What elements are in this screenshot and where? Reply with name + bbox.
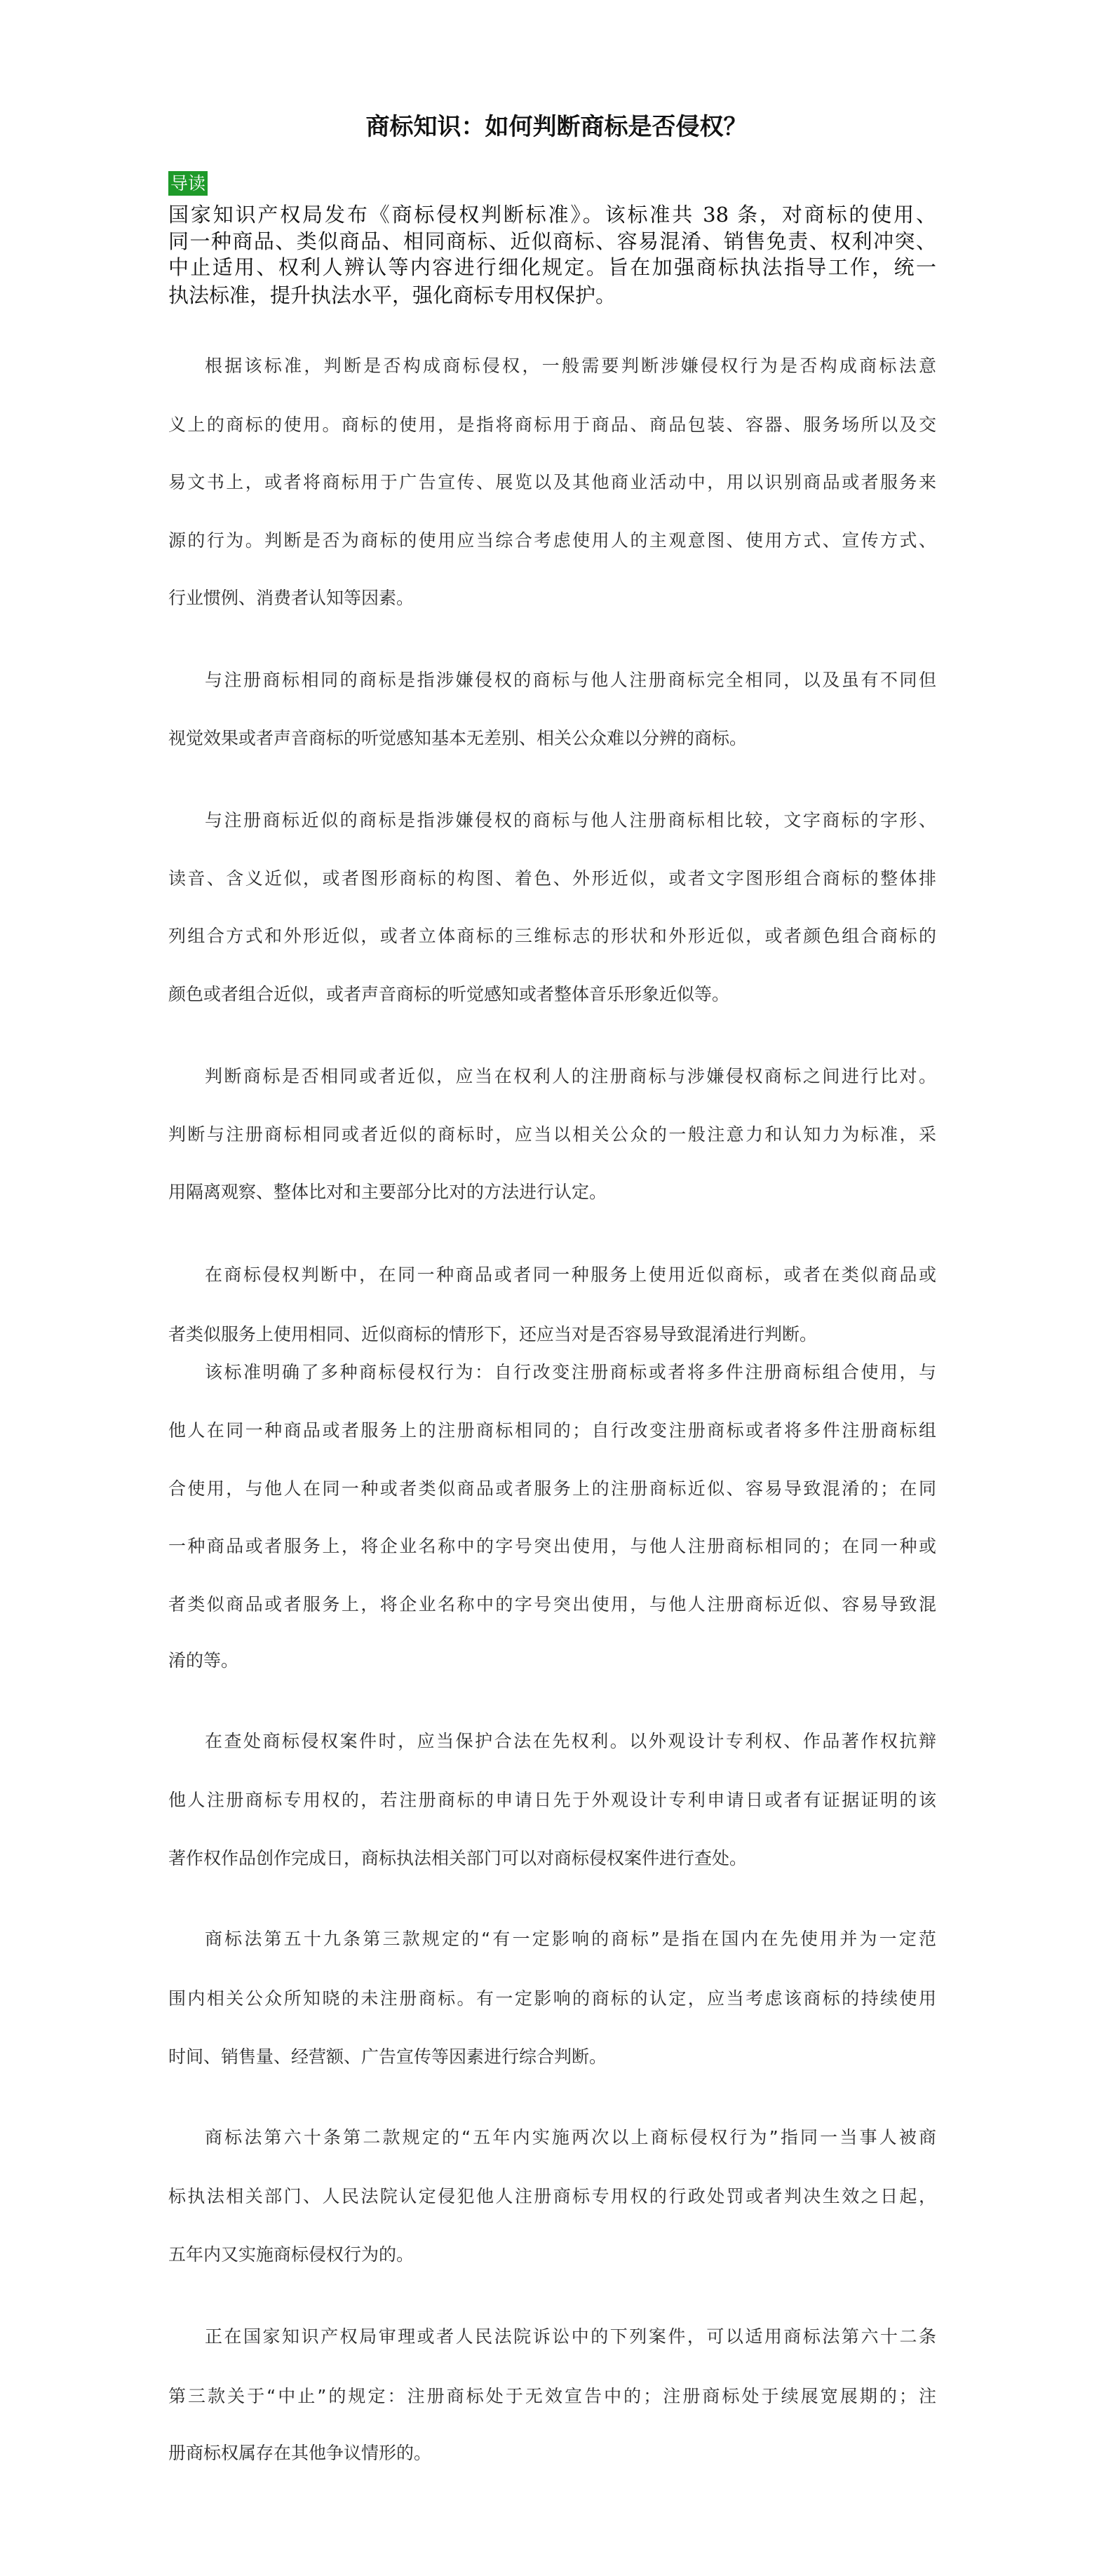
paragraph-line: 一种商品或者服务上，将企业名称中的字号突出使用，与他人注册商标相同的；在同一种或 (168, 1536, 936, 1556)
paragraph-line: 读音、含义近似，或者图形商标的构图、着色、外形近似，或者文字图形组合商标的整体排 (168, 868, 936, 889)
paragraph-line: 正在国家知识产权局审理或者人民法院诉讼中的下列案件，可以适用商标法第六十二条 (205, 2326, 936, 2347)
paragraph-line: 合使用，与他人在同一种或者类似商品或者服务上的注册商标近似、容易导致混淆的；在同 (168, 1478, 936, 1499)
paragraph-line: 商标法第六十条第二款规定的“五年内实施两次以上商标侵权行为”指同一当事人被商 (205, 2127, 936, 2147)
paragraph-line: 与注册商标近似的商标是指涉嫌侵权的商标与他人注册商标相比较，文字商标的字形、 (205, 810, 936, 830)
paragraph-line: 易文书上，或者将商标用于广告宣传、展览以及其他商业活动中，用以识别商品或者服务来 (168, 472, 936, 492)
lead-tag: 导读 (168, 171, 208, 196)
paragraph-line: 判断商标是否相同或者近似，应当在权利人的注册商标与涉嫌侵权商标之间进行比对。 (205, 1066, 936, 1086)
paragraph-line: 商标法第五十九条第三款规定的“有一定影响的商标”是指在国内在先使用并为一定范 (205, 1929, 936, 1949)
paragraph-line: 在查处商标侵权案件时，应当保护合法在先权利。以外观设计专利权、作品著作权抗辩 (205, 1731, 936, 1751)
paragraph-line: 视觉效果或者声音商标的听觉感知基本无差别、相关公众难以分辨的商标。 (168, 728, 748, 748)
paragraph-line: 时间、销售量、经营额、广告宣传等因素进行综合判断。 (168, 2046, 607, 2067)
paragraph-line: 他人注册商标专用权的，若注册商标的申请日先于外观设计专利申请日或者有证据证明的该 (168, 1790, 936, 1810)
paragraph-line: 用隔离观察、整体比对和主要部分比对的方法进行认定。 (168, 1182, 607, 1202)
paragraph-line: 与注册商标相同的商标是指涉嫌侵权的商标与他人注册商标完全相同，以及虽有不同但 (205, 670, 936, 690)
paragraph-line: 行业惯例、消费者认知等因素。 (168, 588, 414, 608)
paragraph-line: 在商标侵权判断中，在同一种商品或者同一种服务上使用近似商标，或者在类似商品或 (205, 1265, 936, 1285)
paragraph-line: 根据该标准，判断是否构成商标侵权，一般需要判断涉嫌侵权行为是否构成商标法意 (205, 356, 936, 376)
paragraph-line: 者类似商品或者服务上，将企业名称中的字号突出使用，与他人注册商标近似、容易导致混 (168, 1594, 936, 1614)
paragraph-line: 册商标权属存在其他争议情形的。 (168, 2443, 432, 2463)
paragraph-line: 该标准明确了多种商标侵权行为：自行改变注册商标或者将多件注册商标组合使用，与 (205, 1362, 936, 1382)
intro-line: 中止适用、权利人辨认等内容进行细化规定。旨在加强商标执法指导工作，统一 (168, 255, 936, 279)
paragraph-line: 淆的等。 (168, 1650, 239, 1671)
intro-line: 执法标准，提升执法水平，强化商标专用权保护。 (168, 283, 616, 307)
article-title: 商标知识：如何判断商标是否侵权？ (365, 113, 748, 141)
paragraph-line: 源的行为。判断是否为商标的使用应当综合考虑使用人的主观意图、使用方式、宣传方式、 (168, 530, 936, 551)
paragraph-line: 颜色或者组合近似，或者声音商标的听觉感知或者整体音乐形象近似等。 (168, 984, 730, 1004)
paragraph-line: 围内相关公众所知晓的未注册商标。有一定影响的商标的认定，应当考虑该商标的持续使用 (168, 1988, 936, 2009)
paragraph-line: 义上的商标的使用。商标的使用，是指将商标用于商品、商品包装、容器、服务场所以及交 (168, 414, 936, 435)
paragraph-line: 判断与注册商标相同或者近似的商标时，应当以相关公众的一般注意力和认知力为标准，采 (168, 1124, 936, 1145)
paragraph-line: 列组合方式和外形近似，或者立体商标的三维标志的形状和外形近似，或者颜色组合商标的 (168, 926, 936, 946)
paragraph-line: 著作权作品创作完成日，商标执法相关部门可以对商标侵权案件进行查处。 (168, 1848, 748, 1868)
paragraph-line: 他人在同一种商品或者服务上的注册商标相同的；自行改变注册商标或者将多件注册商标组 (168, 1420, 936, 1441)
intro-line: 国家知识产权局发布《商标侵权判断标准》。该标准共 38 条，对商标的使用、 (168, 203, 936, 227)
paragraph-line: 第三款关于“中止”的规定：注册商标处于无效宣告中的；注册商标处于续展宽展期的；注 (168, 2386, 936, 2406)
paragraph-line: 者类似服务上使用相同、近似商标的情形下，还应当对是否容易导致混淆进行判断。 (168, 1324, 818, 1344)
intro-line: 同一种商品、类似商品、相同商标、近似商标、容易混淆、销售免责、权利冲突、 (168, 229, 936, 253)
paragraph-line: 标执法相关部门、人民法院认定侵犯他人注册商标专用权的行政处罚或者判决生效之日起， (168, 2186, 936, 2206)
paragraph-line: 五年内又实施商标侵权行为的。 (168, 2244, 414, 2265)
